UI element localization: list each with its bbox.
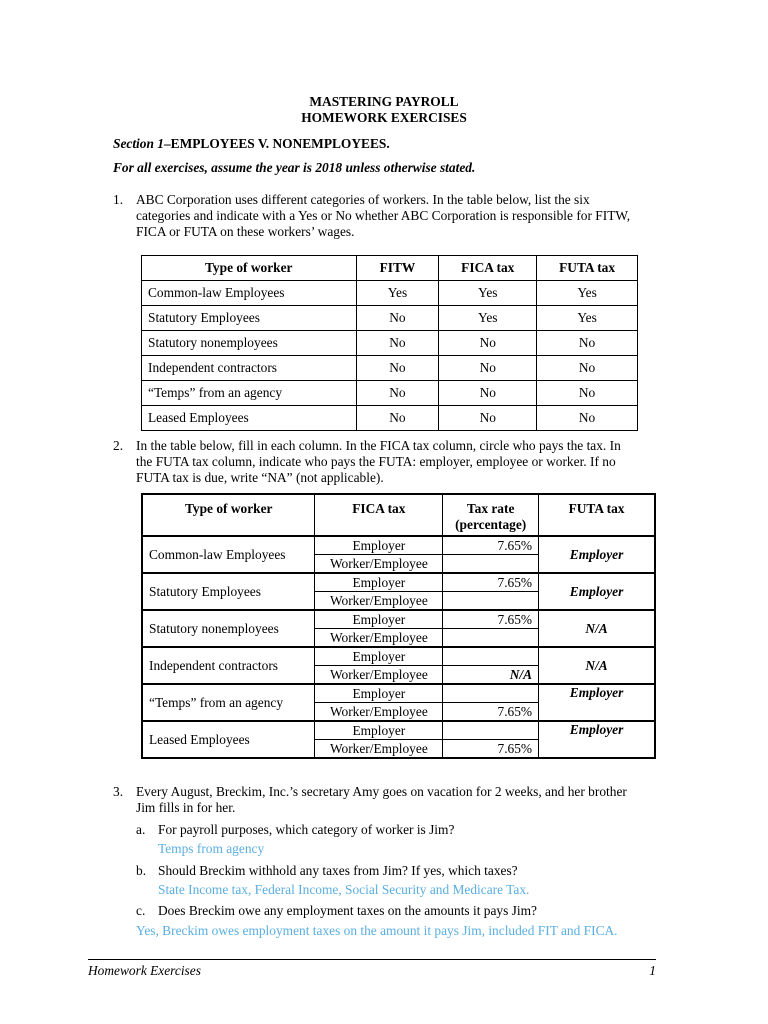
q2-worker-rate: 7.65% (443, 740, 539, 759)
q1-header-fica: FICA tax (439, 256, 537, 281)
q2-worker-option[interactable]: Worker/Employee (315, 740, 443, 759)
q1-cell-fica: Yes (439, 281, 537, 306)
q2-cell-futa: N/A (539, 610, 655, 647)
q2-employer-option[interactable]: Employer (315, 610, 443, 629)
q1-header-type: Type of worker (142, 256, 357, 281)
q2-table-header (142, 494, 655, 536)
page-number: 1 (649, 963, 656, 978)
q1-cell-type: Statutory nonemployees (142, 331, 357, 356)
q1-cell-type: Statutory Employees (142, 306, 357, 331)
q2-employer-rate: 7.65% (443, 573, 539, 592)
q2-worker-rate: N/A (443, 666, 539, 685)
section-dash: – (163, 136, 171, 151)
q2-header-rate-l2: (percentage) (455, 517, 527, 532)
q2-worker-rate (443, 592, 539, 611)
table-row (142, 356, 638, 381)
q2-worker-option[interactable]: Worker/Employee (315, 555, 443, 574)
q1-header-fitw: FITW (356, 256, 439, 281)
section-label: Section 1 (113, 136, 164, 151)
q2-header-type: Type of worker (142, 494, 315, 536)
q1-cell-fitw: No (356, 306, 439, 331)
q2-text-line: FUTA tax is due, write “NA” (not applicable). (136, 470, 384, 485)
q2-cell-futa: Employer (539, 536, 655, 573)
q2-number: 2. (113, 438, 124, 453)
q3-text-line: Every August, Breckim, Inc.’s secretary Amy goes on vacation for 2 weeks, and her brother (136, 784, 627, 799)
q2-employer-rate: 7.65% (443, 536, 539, 555)
q1-cell-type: Common-law Employees (142, 281, 357, 306)
q1-cell-futa: No (537, 356, 638, 381)
table-row (142, 647, 655, 666)
q1-cell-fica: No (439, 331, 537, 356)
q3-text (136, 784, 627, 816)
q2-employer-rate (443, 647, 539, 666)
table-row (142, 573, 655, 592)
q2-cell-type: Statutory Employees (142, 573, 315, 610)
q2-employer-rate (443, 684, 539, 703)
q2-worker-rate (443, 629, 539, 648)
q3c-question: Does Breckim owe any employment taxes on the amounts it pays Jim? (158, 903, 537, 918)
section-heading (113, 136, 390, 152)
q1-header-futa: FUTA tax (537, 256, 638, 281)
q2-cell-type: Common-law Employees (142, 536, 315, 573)
q2-table (141, 493, 656, 759)
q1-cell-fitw: No (356, 356, 439, 381)
q3a-question: For payroll purposes, which category of worker is Jim? (158, 822, 455, 837)
table-row (142, 306, 638, 331)
assumption-note: For all exercises, assume the year is 2018 unless otherwise stated. (113, 160, 476, 175)
q3c-answer: Yes, Breckim owes employment taxes on the amount it pays Jim, included FIT and FICA. (136, 923, 618, 938)
q3b-question: Should Breckim withhold any taxes from Jim? If yes, which taxes? (158, 863, 518, 878)
q2-text-line: the FUTA tax column, indicate who pays the FUTA: employer, employee or worker. If no (136, 454, 616, 469)
q2-employer-option[interactable]: Employer (315, 573, 443, 592)
q1-cell-fica: No (439, 356, 537, 381)
q2-header-fica: FICA tax (315, 494, 443, 536)
q1-cell-fitw: No (356, 331, 439, 356)
q2-employer-option[interactable]: Employer (315, 536, 443, 555)
q1-text (136, 192, 630, 240)
q1-text-line: ABC Corporation uses different categories of workers. In the table below, list the six (136, 192, 590, 207)
q2-header-rate (443, 494, 539, 536)
q2-employer-option[interactable]: Employer (315, 647, 443, 666)
q1-text-line: categories and indicate with a Yes or No whether ABC Corporation is responsible for FITW, (136, 208, 631, 223)
q1-cell-type: Independent contractors (142, 356, 357, 381)
q3b-label: b. (136, 863, 147, 878)
q3-text-line: Jim fills in for her. (136, 800, 236, 815)
q3c-label: c. (136, 903, 146, 918)
q1-cell-fica: No (439, 381, 537, 406)
q3-number: 3. (113, 784, 124, 799)
q2-cell-type: Independent contractors (142, 647, 315, 684)
footer-divider (88, 959, 656, 960)
q2-employer-rate (443, 721, 539, 740)
q2-cell-type: Leased Employees (142, 721, 315, 758)
q2-worker-option[interactable]: Worker/Employee (315, 629, 443, 648)
q2-employer-option[interactable]: Employer (315, 684, 443, 703)
q1-cell-fica: No (439, 406, 537, 431)
q3a-label: a. (136, 822, 146, 837)
q1-table-header (142, 256, 638, 281)
q2-header-futa: FUTA tax (539, 494, 655, 536)
q1-cell-fitw: No (356, 406, 439, 431)
q2-employer-option[interactable]: Employer (315, 721, 443, 740)
table-row (142, 331, 638, 356)
q1-number: 1. (113, 192, 124, 207)
q2-cell-type: “Temps” from an agency (142, 684, 315, 721)
q1-cell-futa: No (537, 381, 638, 406)
q2-cell-futa: Employer (539, 573, 655, 610)
q1-cell-type: Leased Employees (142, 406, 357, 431)
q1-table (141, 255, 638, 431)
q2-worker-option[interactable]: Worker/Employee (315, 666, 443, 685)
q2-worker-rate: 7.65% (443, 703, 539, 722)
doc-title: MASTERING PAYROLL (309, 94, 459, 109)
footer-left: Homework Exercises (88, 963, 201, 978)
table-row (142, 610, 655, 629)
q1-text-line: FICA or FUTA on these workers’ wages. (136, 224, 355, 239)
table-row (142, 684, 655, 703)
q3b-answer: State Income tax, Federal Income, Social Security and Medicare Tax. (158, 882, 530, 897)
q2-text (136, 438, 621, 486)
table-row (142, 536, 655, 555)
doc-subtitle: HOMEWORK EXERCISES (301, 110, 467, 125)
q2-cell-futa: Employer (539, 684, 655, 721)
q3a-answer: Temps from agency (158, 841, 265, 856)
table-row (142, 381, 638, 406)
q1-cell-futa: Yes (537, 281, 638, 306)
q2-cell-type: Statutory nonemployees (142, 610, 315, 647)
q1-cell-futa: No (537, 406, 638, 431)
q2-worker-option[interactable]: Worker/Employee (315, 703, 443, 722)
q1-cell-futa: No (537, 331, 638, 356)
q1-cell-fitw: No (356, 381, 439, 406)
q2-cell-futa: N/A (539, 647, 655, 684)
q2-worker-option[interactable]: Worker/Employee (315, 592, 443, 611)
q2-worker-rate (443, 555, 539, 574)
q1-cell-futa: Yes (537, 306, 638, 331)
q2-cell-futa: Employer (539, 721, 655, 758)
q2-employer-rate: 7.65% (443, 610, 539, 629)
table-row (142, 281, 638, 306)
q1-cell-fica: Yes (439, 306, 537, 331)
table-row (142, 721, 655, 740)
table-row (142, 406, 638, 431)
q2-header-rate-l1: Tax rate (466, 501, 515, 516)
q1-cell-type: “Temps” from an agency (142, 381, 357, 406)
q1-cell-fitw: Yes (356, 281, 439, 306)
q2-text-line: In the table below, fill in each column. In the FICA tax column, circle who pays the tax. In (136, 438, 621, 453)
section-title: EMPLOYEES V. NONEMPLOYEES. (170, 136, 390, 151)
